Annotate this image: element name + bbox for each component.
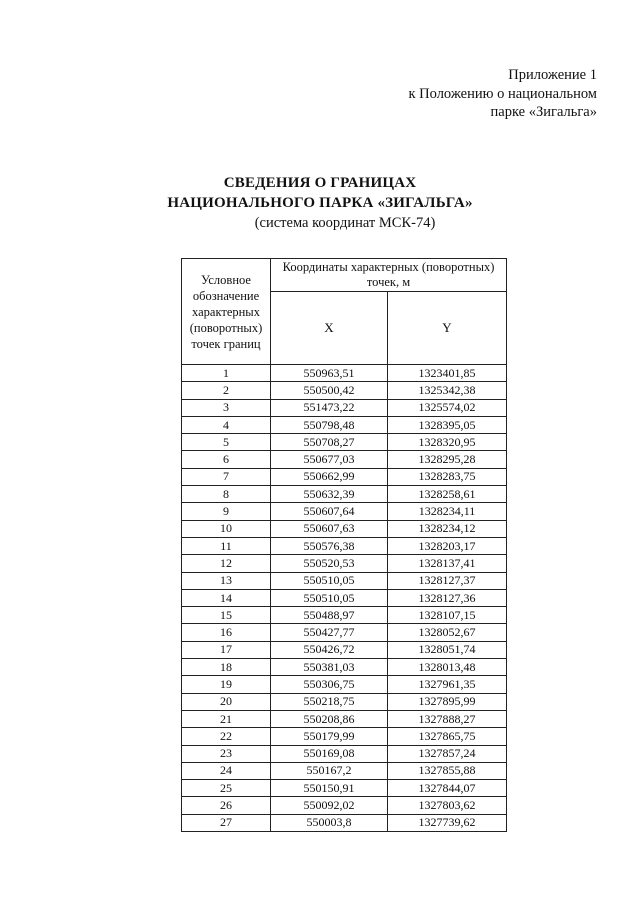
point-number-cell: 8 <box>182 486 271 503</box>
y-coordinate-cell: 1328258,61 <box>388 486 507 503</box>
y-coordinate-cell: 1327803,62 <box>388 797 507 814</box>
x-coordinate-cell: 550798,48 <box>271 416 388 433</box>
x-coordinate-cell: 550150,91 <box>271 780 388 797</box>
y-coordinate-cell: 1327844,07 <box>388 780 507 797</box>
point-number-cell: 13 <box>182 572 271 589</box>
point-number-cell: 10 <box>182 520 271 537</box>
header-x: X <box>271 292 388 365</box>
table-row <box>182 762 507 779</box>
point-number-cell: 12 <box>182 555 271 572</box>
title-line-1: СВЕДЕНИЯ О ГРАНИЦАХ <box>223 175 417 191</box>
table-row <box>182 537 507 554</box>
x-coordinate-cell: 550179,99 <box>271 728 388 745</box>
table-row <box>182 572 507 589</box>
x-coordinate-cell: 550003,8 <box>271 814 388 831</box>
x-coordinate-cell: 550167,2 <box>271 762 388 779</box>
y-coordinate-cell: 1328295,28 <box>388 451 507 468</box>
table-row <box>182 399 507 416</box>
table-row <box>182 416 507 433</box>
y-coordinate-cell: 1328203,17 <box>388 537 507 554</box>
y-coordinate-cell: 1328013,48 <box>388 659 507 676</box>
y-coordinate-cell: 1328052,67 <box>388 624 507 641</box>
y-coordinate-cell: 1328051,74 <box>388 641 507 658</box>
point-number-cell: 24 <box>182 762 271 779</box>
appendix-line: Приложение 1 <box>508 67 597 83</box>
y-coordinate-cell: 1328320,95 <box>388 434 507 451</box>
x-coordinate-cell: 550607,64 <box>271 503 388 520</box>
table-row <box>182 451 507 468</box>
y-coordinate-cell: 1327857,24 <box>388 745 507 762</box>
point-number-cell: 2 <box>182 382 271 399</box>
table-row <box>182 365 507 382</box>
y-coordinate-cell: 1325342,38 <box>388 382 507 399</box>
table-row <box>182 780 507 797</box>
point-number-cell: 22 <box>182 728 271 745</box>
x-coordinate-cell: 550520,53 <box>271 555 388 572</box>
table-row <box>182 659 507 676</box>
y-coordinate-cell: 1323401,85 <box>388 365 507 382</box>
table-body <box>182 365 507 832</box>
appendix-line: парке «Зигальга» <box>490 104 597 120</box>
table-row <box>182 503 507 520</box>
table-row <box>182 745 507 762</box>
header-coordinates: Координаты характерных (поворотных) точек, м <box>271 259 507 292</box>
x-coordinate-cell: 550427,77 <box>271 624 388 641</box>
table-row <box>182 520 507 537</box>
x-coordinate-cell: 550218,75 <box>271 693 388 710</box>
point-number-cell: 5 <box>182 434 271 451</box>
x-coordinate-cell: 550092,02 <box>271 797 388 814</box>
table-row <box>182 607 507 624</box>
y-coordinate-cell: 1327888,27 <box>388 710 507 727</box>
point-number-cell: 3 <box>182 399 271 416</box>
title-line-2: НАЦИОНАЛЬНОГО ПАРКА «ЗИГАЛЬГА» <box>167 195 473 211</box>
y-coordinate-cell: 1325574,02 <box>388 399 507 416</box>
point-number-cell: 1 <box>182 365 271 382</box>
x-coordinate-cell: 550632,39 <box>271 486 388 503</box>
x-coordinate-cell: 550426,72 <box>271 641 388 658</box>
table-row <box>182 641 507 658</box>
point-number-cell: 26 <box>182 797 271 814</box>
x-coordinate-cell: 550500,42 <box>271 382 388 399</box>
x-coordinate-cell: 550488,97 <box>271 607 388 624</box>
x-coordinate-cell: 550607,63 <box>271 520 388 537</box>
x-coordinate-cell: 550169,08 <box>271 745 388 762</box>
table-row <box>182 589 507 606</box>
table-row <box>182 624 507 641</box>
header-y: Y <box>388 292 507 365</box>
point-number-cell: 16 <box>182 624 271 641</box>
point-number-cell: 11 <box>182 537 271 554</box>
x-coordinate-cell: 550381,03 <box>271 659 388 676</box>
x-coordinate-cell: 550576,38 <box>271 537 388 554</box>
x-coordinate-cell: 550677,03 <box>271 451 388 468</box>
y-coordinate-cell: 1328234,11 <box>388 503 507 520</box>
table-row <box>182 434 507 451</box>
x-coordinate-cell: 550662,99 <box>271 468 388 485</box>
y-coordinate-cell: 1327895,99 <box>388 693 507 710</box>
point-number-cell: 25 <box>182 780 271 797</box>
table-row <box>182 676 507 693</box>
y-coordinate-cell: 1328107,15 <box>388 607 507 624</box>
table-row <box>182 555 507 572</box>
point-number-cell: 7 <box>182 468 271 485</box>
point-number-cell: 21 <box>182 710 271 727</box>
table-row <box>182 797 507 814</box>
point-number-cell: 14 <box>182 589 271 606</box>
table-row <box>182 486 507 503</box>
table-row <box>182 693 507 710</box>
y-coordinate-cell: 1327961,35 <box>388 676 507 693</box>
table-row <box>182 814 507 831</box>
appendix-line: к Положению о национальном <box>408 85 597 102</box>
x-coordinate-cell: 551473,22 <box>271 399 388 416</box>
point-number-cell: 27 <box>182 814 271 831</box>
table-row <box>182 728 507 745</box>
y-coordinate-cell: 1327865,75 <box>388 728 507 745</box>
point-number-cell: 20 <box>182 693 271 710</box>
x-coordinate-cell: 550963,51 <box>271 365 388 382</box>
x-coordinate-cell: 550306,75 <box>271 676 388 693</box>
point-number-cell: 23 <box>182 745 271 762</box>
point-number-cell: 9 <box>182 503 271 520</box>
x-coordinate-cell: 550510,05 <box>271 589 388 606</box>
y-coordinate-cell: 1328283,75 <box>388 468 507 485</box>
header-designation: Условное обозначение характерных (поворотных) точек границ <box>182 259 271 365</box>
point-number-cell: 4 <box>182 416 271 433</box>
point-number-cell: 15 <box>182 607 271 624</box>
document-title <box>0 173 640 213</box>
y-coordinate-cell: 1328127,36 <box>388 589 507 606</box>
y-coordinate-cell: 1327739,62 <box>388 814 507 831</box>
coordinate-system-subtitle: (система координат МСК-74) <box>254 215 436 231</box>
coordinates-table <box>181 258 507 832</box>
point-number-cell: 19 <box>182 676 271 693</box>
x-coordinate-cell: 550208,86 <box>271 710 388 727</box>
table-row <box>182 468 507 485</box>
point-number-cell: 17 <box>182 641 271 658</box>
y-coordinate-cell: 1328234,12 <box>388 520 507 537</box>
point-number-cell: 6 <box>182 451 271 468</box>
appendix-block <box>409 66 598 122</box>
x-coordinate-cell: 550510,05 <box>271 572 388 589</box>
point-number-cell: 18 <box>182 659 271 676</box>
y-coordinate-cell: 1328137,41 <box>388 555 507 572</box>
x-coordinate-cell: 550708,27 <box>271 434 388 451</box>
y-coordinate-cell: 1328395,05 <box>388 416 507 433</box>
table-row <box>182 382 507 399</box>
table-row <box>182 710 507 727</box>
y-coordinate-cell: 1328127,37 <box>388 572 507 589</box>
y-coordinate-cell: 1327855,88 <box>388 762 507 779</box>
